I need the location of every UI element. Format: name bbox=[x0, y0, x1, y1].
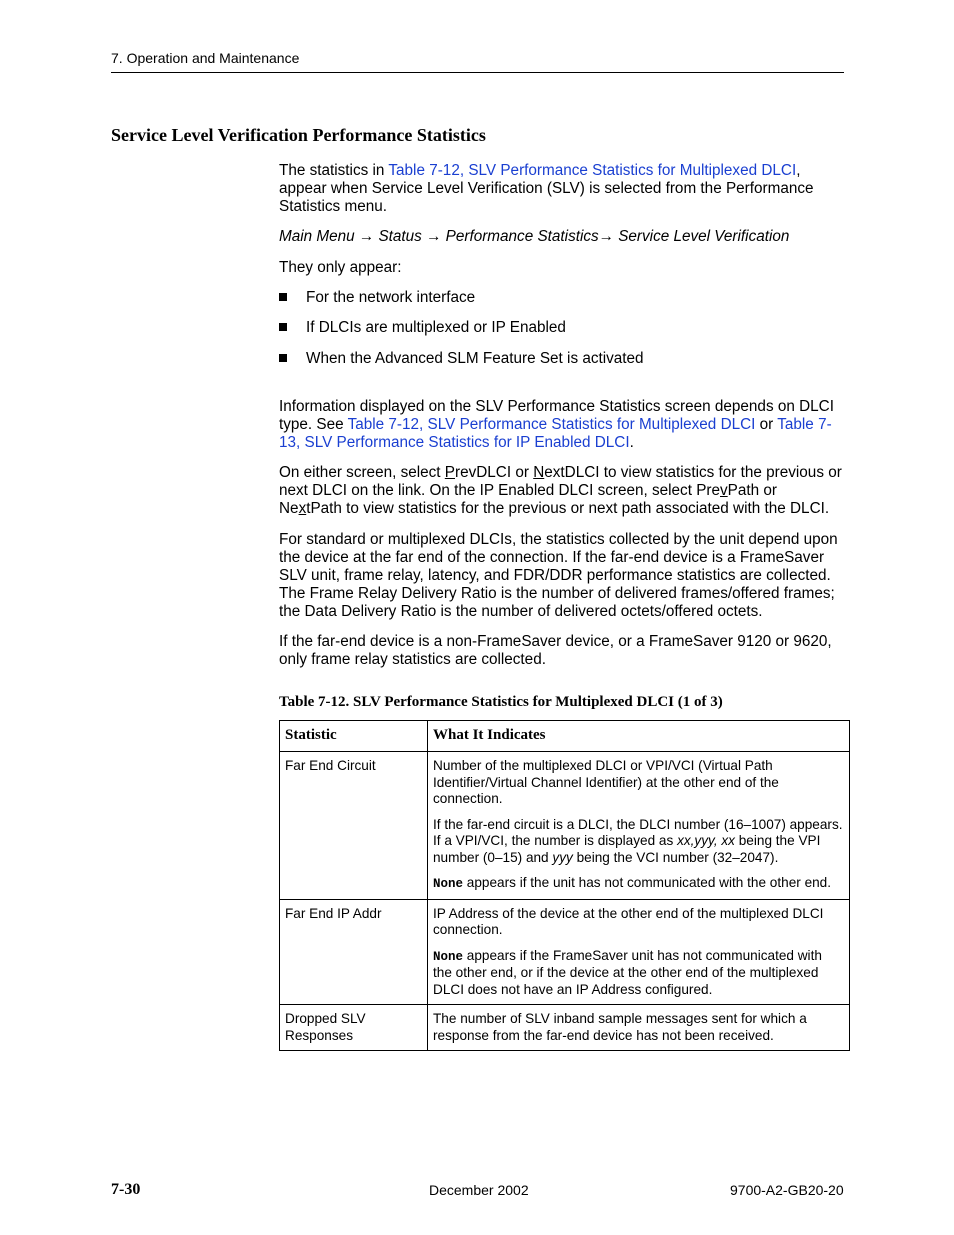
nav-hotkey: x bbox=[298, 500, 307, 517]
description-text: The number of SLV inband sample messages sent for which a response from the far-end device has not been received. bbox=[433, 1011, 807, 1043]
nav-text: On either screen, select bbox=[279, 464, 445, 481]
bullet-text: If DLCIs are multiplexed or IP Enabled bbox=[306, 319, 566, 336]
column-header-statistic: Statistic bbox=[280, 721, 428, 752]
statistic-description bbox=[428, 752, 850, 900]
nav-text: extDLCI to view statistics for the previous or next DLCI on the link. On the IP Enabled DLCI screen, select Pre bbox=[279, 464, 842, 499]
document-id: 9700-A2-GB20-20 bbox=[730, 1182, 844, 1198]
section-title: Service Level Verification Performance Statistics bbox=[111, 125, 486, 145]
menu-path bbox=[279, 228, 844, 246]
statistic-name: Far End IP Addr bbox=[280, 899, 428, 1005]
info-table-link-7-12[interactable]: Table 7-12, SLV Performance Statistics for Multiplexed DLCI bbox=[347, 416, 756, 433]
column-header-indicates: What It Indicates bbox=[428, 721, 850, 752]
description-text: Number of the multiplexed DLCI or VPI/VCI (Virtual Path Identifier/Virtual Channel Identifier) at the other end of the connection. bbox=[433, 758, 779, 806]
header-rule bbox=[111, 72, 844, 73]
table-caption: Table 7-12. SLV Performance Statistics for Multiplexed DLCI (1 of 3) bbox=[279, 694, 723, 710]
text-span: yyy bbox=[552, 849, 573, 865]
bullet-item bbox=[279, 319, 566, 337]
table-header-row bbox=[280, 721, 850, 752]
running-header: 7. Operation and Maintenance bbox=[111, 50, 300, 66]
table-row bbox=[280, 899, 850, 1005]
info-text-pre: Information displayed on the SLV Performance Statistics screen depends on DLCI type. See bbox=[279, 398, 834, 433]
description-text bbox=[433, 875, 844, 893]
text-span: If the far-end circuit is a DLCI, the DLCI number (16–1007) appears. If a VPI/VCI, the number is displayed as bbox=[433, 816, 843, 848]
statistic-description bbox=[428, 1005, 850, 1051]
table-row bbox=[280, 1005, 850, 1051]
standard-dlci-paragraph: For standard or multiplexed DLCIs, the statistics collected by the unit depend upon the device at the far end of the connection. If the far-end device is a FrameSaver SLV unit, frame relay, latency, and FDR/DDR performance statistics are collected. The Frame Relay Delivery Ratio is the number of delivered frames/offered frames; the Data Delivery Ratio is the number of delivered octets/offered octets. bbox=[279, 531, 838, 620]
nav-text: revDLCI or bbox=[455, 464, 534, 481]
statistic-name: Dropped SLV Responses bbox=[280, 1005, 428, 1051]
menu-path-performance: Performance Statistics bbox=[445, 228, 599, 245]
statistic-description bbox=[428, 899, 850, 1005]
text-span: being the VCI number (32–2047). bbox=[572, 849, 779, 865]
code-value: None bbox=[433, 949, 464, 964]
far-end-paragraph: If the far-end device is a non-FrameSaver device, or a FrameSaver 9120 or 9620, only frame relay statistics are collected. bbox=[279, 633, 832, 668]
text-span: appears if the unit has not communicated with the other end. bbox=[463, 875, 832, 890]
info-table-link-7-13[interactable]: Table 7-13, SLV Performance Statistics for IP Enabled DLCI bbox=[279, 416, 832, 451]
slv-statistics-table bbox=[279, 720, 850, 1051]
nav-text: Path or Ne bbox=[279, 482, 777, 517]
description-text bbox=[433, 948, 844, 999]
text-span: xx,yyy, xx bbox=[677, 833, 735, 848]
description-text: IP Address of the device at the other end of the multiplexed DLCI connection. bbox=[433, 905, 824, 937]
nav-text: tPath to view statistics for the previous or next path associated with the DLCI. bbox=[306, 500, 830, 517]
page-number: 7-30 bbox=[111, 1181, 141, 1198]
description-text bbox=[433, 817, 844, 867]
menu-path-main: Main Menu bbox=[279, 228, 355, 245]
nav-hotkey: v bbox=[720, 482, 728, 499]
text-span: appears if the FrameSaver unit has not communicated with the other end, or if the device at the other end of the multiplexed DLCI does not have an IP Address configured. bbox=[433, 947, 822, 997]
text-span: being the VPI number (0–15) and bbox=[433, 833, 821, 865]
bullet-square-icon bbox=[279, 323, 287, 331]
menu-path-arrow-icon: → bbox=[598, 228, 614, 245]
nav-hotkey: N bbox=[533, 464, 545, 481]
menu-path-slv: Service Level Verification bbox=[618, 228, 790, 245]
appear-intro: They only appear: bbox=[279, 259, 402, 276]
intro-text-post: , appear when Service Level Verification (SLV) is selected from the Performance Statistics menu. bbox=[279, 162, 814, 215]
bullet-square-icon bbox=[279, 354, 287, 362]
navigation-paragraph bbox=[279, 464, 844, 518]
bullet-item bbox=[279, 350, 644, 368]
info-text-post: . bbox=[629, 434, 634, 451]
bullet-text: When the Advanced SLM Feature Set is activated bbox=[306, 350, 644, 367]
intro-table-link[interactable]: Table 7-12, SLV Performance Statistics for Multiplexed DLCI bbox=[388, 162, 797, 179]
intro-paragraph bbox=[279, 162, 844, 216]
code-value: None bbox=[433, 877, 464, 891]
nav-hotkey: P bbox=[444, 464, 455, 481]
menu-path-arrow-icon: → bbox=[358, 228, 375, 245]
info-paragraph bbox=[279, 398, 844, 452]
statistic-name: Far End Circuit bbox=[280, 752, 428, 900]
info-text-mid: or bbox=[755, 416, 778, 433]
table-row bbox=[280, 752, 850, 900]
menu-path-arrow-icon: → bbox=[426, 228, 442, 245]
publication-date: December 2002 bbox=[429, 1182, 529, 1198]
menu-path-status: Status bbox=[378, 228, 422, 245]
intro-text-pre: The statistics in bbox=[279, 162, 389, 179]
bullet-item bbox=[279, 289, 475, 307]
bullet-text: For the network interface bbox=[306, 289, 476, 306]
bullet-square-icon bbox=[279, 293, 287, 301]
